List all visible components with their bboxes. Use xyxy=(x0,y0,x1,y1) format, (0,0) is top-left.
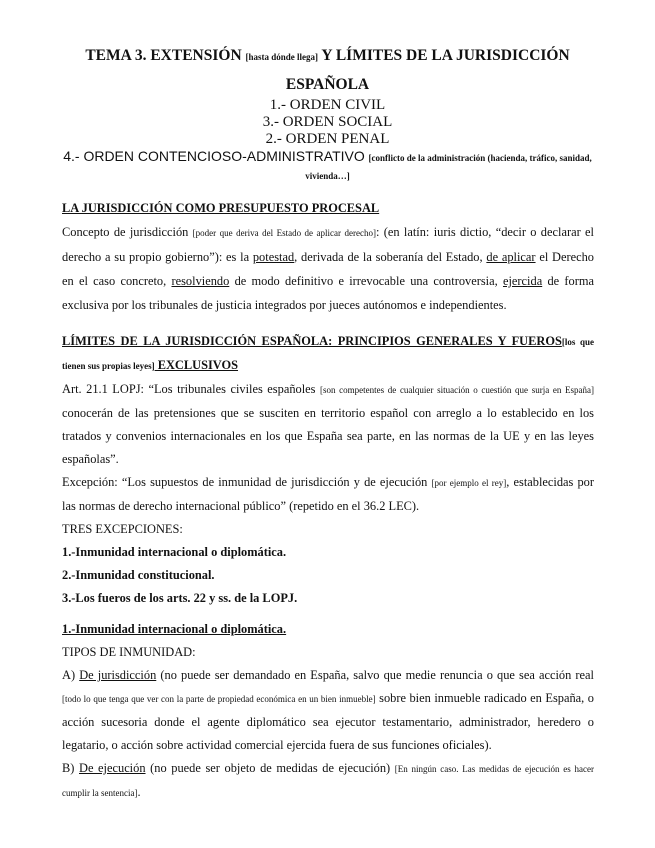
title-main: TEMA 3. EXTENSIÓN xyxy=(85,47,242,64)
exception-2: 2.-Inmunidad constitucional. xyxy=(62,568,215,582)
art-paragraph xyxy=(62,378,594,471)
title-main-2: Y LÍMITES DE LA JURISDICCIÓN ESPAÑOLA xyxy=(285,47,570,93)
note: [todo lo que tenga que ver con la parte de propiedad económica en un bien inmueble] xyxy=(62,694,376,704)
text: Excepción: “Los supuestos de inmunidad de jurisdicción y de ejecución xyxy=(62,475,432,489)
text: Concepto de jurisdicción xyxy=(62,225,193,239)
document-title xyxy=(60,42,595,99)
title-note: [hasta dónde llega] xyxy=(245,52,319,62)
text: : (en latín: iuris dictio, “decir o declarar el derecho a su propio gobierno”): es la xyxy=(62,225,594,264)
heading-note: [los que tienen sus propias leyes] xyxy=(62,337,594,371)
orders-list xyxy=(60,97,595,185)
text: A) xyxy=(62,668,80,682)
section-inmunidad xyxy=(62,618,594,805)
text: el Derecho en el caso concreto, xyxy=(62,250,594,288)
order-civil: 1.- ORDEN CIVIL xyxy=(269,97,386,113)
exception-3: 3.-Los fueros de los arts. 22 y ss. de la LOPJ. xyxy=(62,591,298,605)
underlined-text: De ejecución xyxy=(79,761,146,775)
section-limites xyxy=(62,330,594,610)
text: de forma exclusiva por los tribunales de justicia integrados por jueces autónomos e independientes. xyxy=(62,274,595,312)
section-jurisdiccion xyxy=(62,197,594,317)
tipo-a-paragraph xyxy=(62,664,594,757)
order-contencioso xyxy=(60,148,595,185)
section-heading: 1.-Inmunidad internacional o diplomática. xyxy=(62,622,287,636)
heading-text-end: EXCLUSIVOS xyxy=(154,358,239,372)
underlined-text: potestad xyxy=(252,250,295,264)
tres-excepciones-heading: TRES EXCEPCIONES: xyxy=(62,522,183,536)
note: [poder que deriva del Estado de aplicar derecho] xyxy=(192,228,376,238)
text: de modo definitivo e irrevocable una controversia, xyxy=(229,274,503,288)
tipo-b-paragraph xyxy=(62,757,594,805)
text: , derivada de la soberanía del Estado, xyxy=(294,250,487,264)
text: sobre bien inmueble radicado en España, o acción sucesoria donde el agente diplomático sea ejecutor testamentario, administrador, heredero o legatario, o acción sobre actividad comercial ejercida fuera de sus funciones oficiales). xyxy=(62,691,594,752)
excepcion-paragraph xyxy=(62,471,594,518)
text: , establecidas por las normas de derecho internacional público” (repetido en el 36.2 LEC). xyxy=(62,475,595,513)
underlined-text: ejercida xyxy=(502,274,543,288)
text: Art. 21.1 LOPJ: “Los tribunales civiles españoles xyxy=(62,382,320,396)
order-contencioso-label: 4.- ORDEN CONTENCIOSO-ADMINISTRATIVO xyxy=(63,148,365,164)
text: conocerán de las pretensiones que se susciten en territorio español con arreglo a lo establecido en los tratados y convenios internacionales en los que España sea parte, en las normas de la UE y en las leyes españolas”. xyxy=(62,406,594,466)
underlined-text: De jurisdicción xyxy=(79,668,157,682)
tipos-heading: TIPOS DE INMUNIDAD: xyxy=(62,645,196,659)
note: [por ejemplo el rey] xyxy=(431,478,507,488)
underlined-text: de aplicar xyxy=(486,250,536,264)
text: (no puede ser demandado en España, salvo que medie renuncia o que sea acción real xyxy=(156,668,594,682)
text: B) xyxy=(62,761,79,775)
concepto-paragraph xyxy=(62,220,594,317)
heading-text: LÍMITES DE LA JURISDICCIÓN ESPAÑOLA: PRINCIPIOS GENERALES Y FUEROS xyxy=(62,334,562,348)
text: (no puede ser objeto de medidas de ejecución) xyxy=(145,761,395,775)
text: . xyxy=(137,785,141,799)
order-social: 3.- ORDEN SOCIAL xyxy=(262,114,393,130)
order-penal: 2.- ORDEN PENAL xyxy=(265,131,390,147)
section-heading xyxy=(62,330,594,378)
underlined-text: resolviendo xyxy=(171,274,230,288)
exception-1: 1.-Inmunidad internacional o diplomática. xyxy=(62,545,287,559)
note: [En ningún caso. Las medidas de ejecución es hacer cumplir la sentencia] xyxy=(62,764,594,798)
order-contencioso-note: [conflicto de la administración (hacienda, tráfico, sanidad, vivienda…] xyxy=(305,153,592,181)
section-heading: LA JURISDICCIÓN COMO PRESUPUESTO PROCESAL xyxy=(62,201,380,215)
note: [son competentes de cualquier situación o cuestión que surja en España] xyxy=(319,385,594,395)
